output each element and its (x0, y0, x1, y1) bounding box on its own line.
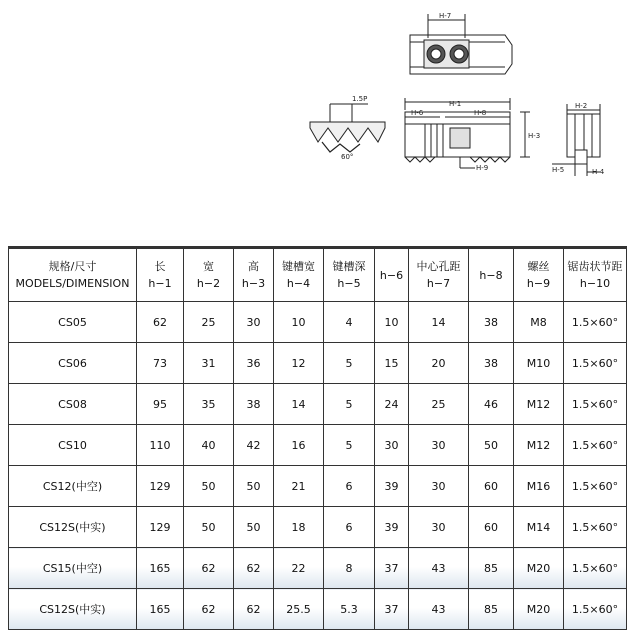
value-cell: 1.5×60° (564, 302, 627, 343)
table-header-row (9, 248, 627, 302)
value-cell: 50 (184, 507, 234, 548)
value-cell: 8 (324, 548, 375, 589)
header-cell: 高 h−3 (234, 248, 274, 302)
model-cell: CS10 (9, 425, 137, 466)
value-cell: 20 (409, 343, 469, 384)
table-row (9, 589, 627, 630)
model-cell: CS08 (9, 384, 137, 425)
value-cell: 165 (137, 548, 184, 589)
value-cell: 38 (469, 343, 514, 384)
value-cell: 1.5×60° (564, 425, 627, 466)
value-cell: M14 (514, 507, 564, 548)
value-cell: 1.5×60° (564, 507, 627, 548)
value-cell: 30 (234, 302, 274, 343)
value-cell: 1.5×60° (564, 589, 627, 630)
value-cell: 6 (324, 466, 375, 507)
dimension-spec-table (8, 246, 627, 630)
label-h4: H-4 (592, 168, 605, 176)
label-h2: H-2 (575, 102, 588, 110)
value-cell: 31 (184, 343, 234, 384)
value-cell: 110 (137, 425, 184, 466)
table-row (9, 343, 627, 384)
value-cell: 14 (409, 302, 469, 343)
value-cell: 62 (234, 589, 274, 630)
value-cell: 18 (274, 507, 324, 548)
value-cell: 12 (274, 343, 324, 384)
model-cell: CS06 (9, 343, 137, 384)
header-cell: h−6 (375, 248, 409, 302)
value-cell: 15 (375, 343, 409, 384)
header-cell: 键槽深 h−5 (324, 248, 375, 302)
value-cell: 5.3 (324, 589, 375, 630)
label-h6: H-6 (411, 109, 424, 117)
value-cell: M20 (514, 589, 564, 630)
value-cell: 24 (375, 384, 409, 425)
header-cell: 螺丝 h−9 (514, 248, 564, 302)
value-cell: 25.5 (274, 589, 324, 630)
value-cell: 30 (375, 425, 409, 466)
value-cell: M10 (514, 343, 564, 384)
model-cell: CS12(中空) (9, 466, 137, 507)
value-cell: 1.5×60° (564, 466, 627, 507)
value-cell: 30 (409, 425, 469, 466)
serration-detail-drawing (310, 104, 385, 152)
table-row (9, 425, 627, 466)
label-pitch: 1.5P (352, 95, 368, 103)
value-cell: 22 (274, 548, 324, 589)
value-cell: M12 (514, 425, 564, 466)
front-view-drawing (405, 98, 530, 168)
value-cell: 30 (409, 507, 469, 548)
value-cell: 14 (274, 384, 324, 425)
value-cell: 62 (137, 302, 184, 343)
header-cell: 宽 h−2 (184, 248, 234, 302)
value-cell: 129 (137, 466, 184, 507)
value-cell: 5 (324, 343, 375, 384)
label-h5: H-5 (552, 166, 565, 174)
header-cell: 规格/尺寸 MODELS/DIMENSION (9, 248, 137, 302)
model-cell: CS15(中空) (9, 548, 137, 589)
model-cell: CS05 (9, 302, 137, 343)
header-cell: h−8 (469, 248, 514, 302)
value-cell: 36 (234, 343, 274, 384)
value-cell: 60 (469, 466, 514, 507)
value-cell: M20 (514, 548, 564, 589)
value-cell: 1.5×60° (564, 384, 627, 425)
value-cell: 73 (137, 343, 184, 384)
value-cell: 25 (409, 384, 469, 425)
value-cell: 62 (184, 548, 234, 589)
header-cell: 长 h−1 (137, 248, 184, 302)
value-cell: 37 (375, 589, 409, 630)
value-cell: 30 (409, 466, 469, 507)
model-cell: CS12S(中实) (9, 507, 137, 548)
value-cell: 37 (375, 548, 409, 589)
label-h8: H-8 (474, 109, 487, 117)
table-row (9, 507, 627, 548)
value-cell: 25 (184, 302, 234, 343)
value-cell: 16 (274, 425, 324, 466)
value-cell: 42 (234, 425, 274, 466)
value-cell: 39 (375, 507, 409, 548)
value-cell: 35 (184, 384, 234, 425)
value-cell: M16 (514, 466, 564, 507)
value-cell: 50 (234, 466, 274, 507)
value-cell: 10 (375, 302, 409, 343)
value-cell: 43 (409, 548, 469, 589)
value-cell: M12 (514, 384, 564, 425)
value-cell: 38 (234, 384, 274, 425)
header-cell: 中心孔距 h−7 (409, 248, 469, 302)
technical-drawings (0, 0, 633, 240)
header-cell: 键槽宽 h−4 (274, 248, 324, 302)
value-cell: 5 (324, 384, 375, 425)
label-h9: H-9 (476, 164, 489, 172)
value-cell: 62 (234, 548, 274, 589)
value-cell: 50 (234, 507, 274, 548)
label-h1: H-1 (449, 100, 462, 108)
value-cell: M8 (514, 302, 564, 343)
top-view-drawing (410, 14, 512, 74)
value-cell: 85 (469, 548, 514, 589)
value-cell: 95 (137, 384, 184, 425)
value-cell: 40 (184, 425, 234, 466)
value-cell: 21 (274, 466, 324, 507)
value-cell: 60 (469, 507, 514, 548)
value-cell: 50 (184, 466, 234, 507)
value-cell: 6 (324, 507, 375, 548)
value-cell: 1.5×60° (564, 548, 627, 589)
value-cell: 50 (469, 425, 514, 466)
value-cell: 38 (469, 302, 514, 343)
value-cell: 165 (137, 589, 184, 630)
label-angle: 60° (341, 153, 354, 161)
table-row (9, 384, 627, 425)
value-cell: 129 (137, 507, 184, 548)
table-row (9, 302, 627, 343)
value-cell: 4 (324, 302, 375, 343)
table-row (9, 548, 627, 589)
value-cell: 62 (184, 589, 234, 630)
value-cell: 1.5×60° (564, 343, 627, 384)
value-cell: 85 (469, 589, 514, 630)
header-cell: 锯齿状节距 h−10 (564, 248, 627, 302)
value-cell: 46 (469, 384, 514, 425)
value-cell: 5 (324, 425, 375, 466)
label-h7: H-7 (439, 12, 452, 20)
value-cell: 10 (274, 302, 324, 343)
label-h3: H-3 (528, 132, 541, 140)
value-cell: 39 (375, 466, 409, 507)
value-cell: 43 (409, 589, 469, 630)
table-row (9, 466, 627, 507)
model-cell: CS12S(中实) (9, 589, 137, 630)
